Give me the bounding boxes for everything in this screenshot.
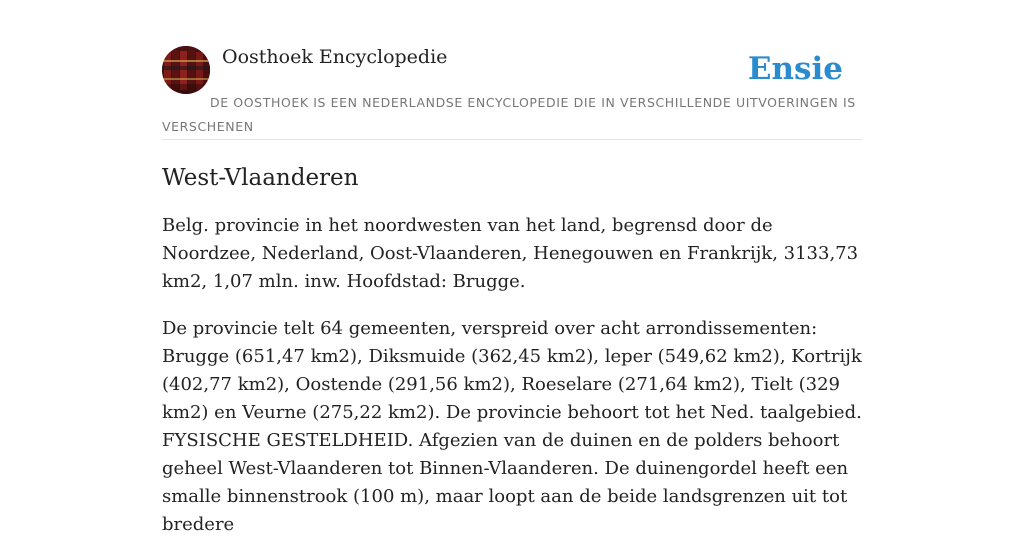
article-paragraph: De provincie telt 64 gemeenten, verspreid over acht arrondissementen: Brugge (651,47 km2), Diksmuide (362,45 km2), leper (549,62 km2), Kortrijk (402,77 km2), Oostende (291,56 km2), Roeselare (271,64 km2), Tielt (329 km2) en Veurne (275,22 km2). De provincie behoort tot het Ned. taalgebied. FYSISCHE GESTELDHEID. Afgezien van de duinen en de polders behoort geheel West-Vlaanderen tot Binnen-Vlaanderen. De duinengordel heeft een smalle binnenstrook (100 m), maar loopt aan de beide landsgrenzen uit tot bredere: [162, 318, 862, 535]
header-divider: [162, 139, 862, 140]
article-title: West-Vlaanderen: [162, 165, 359, 191]
brand-logo-link[interactable]: Ensie: [747, 51, 843, 87]
article-paragraph: Belg. provincie in het noordwesten van het land, begrensd door de Noordzee, Nederland, Oost-Vlaanderen, Henegouwen en Frankrijk, 3133,73 km2, 1,07 mln. inw. Hoofdstad: Brugge.: [162, 215, 859, 292]
site-tagline: DE OOSTHOEK IS EEN NEDERLANDSE ENCYCLOPEDIE DIE IN VERSCHILLENDE UITVOERINGEN IS VERSCHENEN: [162, 95, 856, 134]
site-name[interactable]: Oosthoek Encyclopedie: [222, 46, 448, 68]
article-body: [162, 160, 862, 539]
encyclopedia-books-icon[interactable]: [162, 46, 210, 94]
